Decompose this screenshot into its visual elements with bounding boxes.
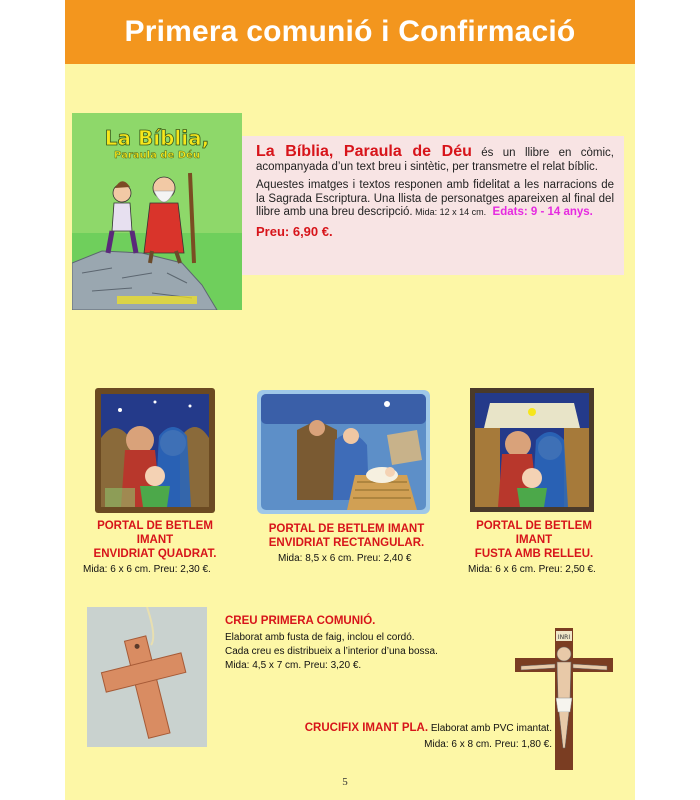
cover-subtitle-text: Paraula de Déu: [114, 150, 200, 161]
creu-description: [225, 614, 455, 673]
creu-line-3: Mida: 4,5 x 7 cm. Preu: 3,20 €.: [225, 660, 362, 671]
product-2-title-line2: ENVIDRIAT RECTANGULAR.: [268, 537, 425, 549]
portal-betlem-rectangular-image: [257, 390, 430, 514]
crucifix-title: CRUCIFIX IMANT PLA.: [304, 722, 429, 734]
product-1-title-line1: PORTAL DE BETLEM IMANT: [97, 520, 213, 546]
product-caption-1: [80, 519, 230, 576]
crucifix-inri-text: INRI: [557, 634, 571, 641]
product-1-details: Mida: 6 x 6 cm. Preu: 2,30 €.: [83, 564, 211, 575]
book-title: La Bíblia, Paraula de Déu: [256, 143, 472, 160]
product-3-title-line1: PORTAL DE BETLEM IMANT: [476, 520, 592, 546]
product-3-details: Mida: 6 x 6 cm. Preu: 2,50 €.: [468, 564, 596, 575]
crucifix-description: [282, 720, 552, 753]
book-cover-image: [72, 113, 242, 310]
portal-betlem-square-image: [95, 388, 215, 513]
creu-line-1: Elaborat amb fusta de faig, inclou el cordó.: [225, 632, 415, 643]
book-desc-2: Aquestes imatges i textos responen amb fidelitat a les narracions de la Sagrada Escriptura. Una llista de personatges apareixen al final del llibre amb una breu descripció.: [256, 179, 614, 218]
book-size: Mida: 12 x 14 cm.: [412, 207, 487, 217]
book-desc-1: és un llibre en còmic, acompanyada d’un text breu i sintètic, per transmetre el relat bíblic.: [256, 147, 615, 173]
product-caption-2: [264, 522, 429, 565]
page-number: 5: [342, 776, 348, 788]
product-2-details: Mida: 8,5 x 6 cm. Preu: 2,40 €: [278, 553, 412, 564]
wooden-cross-image: [87, 607, 207, 747]
product-caption-3: [460, 519, 608, 576]
cover-title-text: La Bíblia,: [104, 126, 210, 150]
creu-title: CREU PRIMERA COMUNIÓ.: [225, 615, 376, 627]
product-2-title-line1: PORTAL DE BETLEM IMANT: [268, 523, 425, 535]
book-description-box: [242, 136, 624, 275]
book-ages: Edats: 9 - 14 anys.: [492, 206, 593, 218]
book-price: Preu: 6,90 €.: [256, 223, 333, 239]
crucifix-desc: Elaborat amb PVC imantat.: [428, 723, 552, 734]
product-3-title-line2: FUSTA AMB RELLEU.: [474, 548, 594, 560]
product-1-title-line2: ENVIDRIAT QUADRAT.: [93, 548, 217, 560]
creu-line-2: Cada creu es distribueix a l’interior d’una bossa.: [225, 646, 438, 657]
portal-betlem-wood-image: [470, 388, 594, 512]
page-title: Primera comunió i Confirmació: [65, 0, 635, 64]
crucifix-details: Mida: 6 x 8 cm. Preu: 1,80 €.: [424, 739, 552, 750]
